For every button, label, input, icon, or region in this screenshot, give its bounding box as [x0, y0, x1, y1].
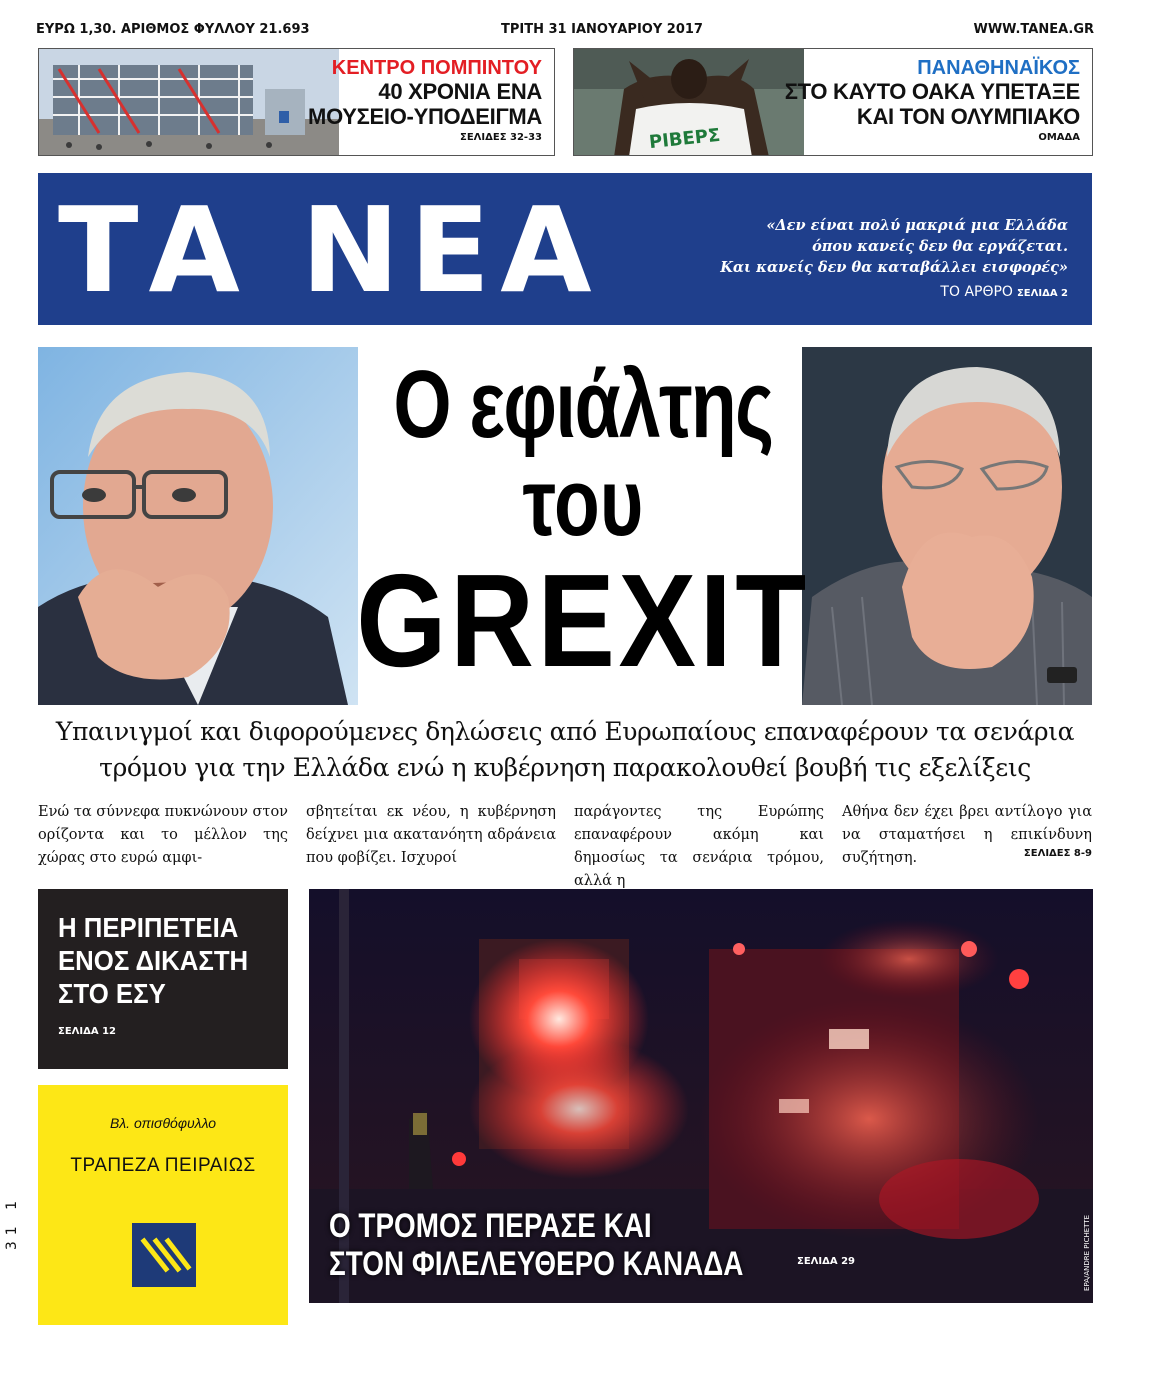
publication-date: ΤΡΙΤΗ 31 ΙΑΝΟΥΑΡΙΟΥ 2017 [501, 22, 703, 37]
teaser-panathinaikos-page: ΟΜΑΔΑ [1038, 132, 1080, 143]
masthead-quote [708, 215, 1068, 278]
subhead-line: τρόμου για την Ελλάδα ενώ η κυβέρνηση παρακολουθεί βουβή τις εξελίξεις [99, 753, 1031, 782]
main-headline [318, 351, 848, 694]
article-page: ΣΕΛΙΔΑ 2 [1016, 288, 1068, 299]
article-reference[interactable] [940, 284, 1068, 300]
issue-number: ΕΥΡΩ 1,30. ΑΡΙΘΜΟΣ ΦΥΛΛΟΥ 21.693 [36, 22, 310, 37]
sidebar-story-line1: Η ΠΕΡΙΠΕΤΕΙΑ [58, 912, 239, 943]
sidebar-story-judge[interactable] [38, 889, 288, 1069]
main-subheadline [38, 714, 1092, 786]
teaser-pompidou[interactable] [38, 48, 555, 156]
article-label: ΤΟ ΑΡΘΡΟ [940, 284, 1013, 300]
issue-info-bar [36, 22, 1094, 40]
pompidou-photo [39, 49, 339, 156]
teaser-panathinaikos-kicker: ΠΑΝΑΘΗΝΑΪΚΟΣ [917, 57, 1080, 79]
ad-note: Βλ. οπισθόφυλλο [109, 1115, 217, 1131]
newspaper-logo: ΤΑ ΝΕΑ [58, 181, 602, 319]
masthead [38, 173, 1092, 325]
quote-line: «Δεν είναι πολύ μακριά μια Ελλάδα [766, 217, 1068, 234]
main-story-hero [38, 347, 1092, 705]
sidebar-story-line3: ΣΤΟ ΕΣΥ [58, 978, 166, 1009]
canada-headline [329, 1207, 743, 1283]
margin-mark: 31 1 [4, 1195, 20, 1251]
body-column-2: σβητείται εκ νέου, η κυβέρνηση δείχνει μια ακατανόητη αδράνεια που φοβίζει. Ισχυροί [306, 804, 556, 866]
teaser-panathinaikos[interactable] [573, 48, 1093, 156]
ad-bank-name: ΤΡΑΠΕΖΑ ΠΕΙΡΑΙΩΣ [70, 1155, 256, 1176]
teaser-panathinaikos-line1: ΣΤΟ ΚΑΥΤΟ ΟΑΚΑ ΥΠΕΤΑΞΕ [784, 79, 1080, 104]
body-column-3: παράγοντες της Ευρώπης επαναφέρουν ακόμη και δημοσίως τα σενάρια τρόμου, αλλά η [574, 804, 824, 889]
sidebar-story-page: ΣΕΛΙΔΑ 12 [58, 1026, 116, 1037]
basketball-player-photo [574, 49, 804, 156]
canada-story[interactable] [309, 889, 1093, 1303]
teaser-pompidou-line1: 40 ΧΡΟΝΙΑ ΕΝΑ [378, 79, 542, 104]
website-link[interactable]: WWW.TANEA.GR [973, 22, 1094, 37]
quote-line: όπου κανείς δεν θα εργάζεται. [812, 238, 1068, 255]
subhead-line: Υπαινιγμοί και διφορούμενες δηλώσεις από Ευρωπαίους επαναφέρουν τα σενάρια [55, 717, 1075, 746]
piraeus-bank-logo-icon [132, 1223, 196, 1287]
headline-line3: GREXIT [356, 547, 810, 694]
photo-credit: EPA/ANDRE PICHETTE [1083, 1215, 1091, 1291]
canada-story-page: ΣΕΛΙΔΑ 29 [797, 1256, 855, 1267]
jersey-name: ΡΙΒΕΡΣ [648, 124, 722, 154]
quote-line: Και κανείς δεν θα καταβάλλει εισφορές» [720, 259, 1068, 276]
canada-headline-line2: ΣΤΟΝ ΦΙΛΕΛΕΥΘΕΡΟ ΚΑΝΑΔΑ [329, 1245, 744, 1283]
piraeus-bank-ad[interactable] [38, 1085, 288, 1325]
body-column-4: Αθήνα δεν έχει βρει αντίλογο για να σταματήσει η επικίνδυνη συζήτηση. [842, 804, 1092, 866]
sidebar-story-line2: ΕΝΟΣ ΔΙΚΑΣΤΗ [58, 945, 249, 976]
canada-headline-line1: Ο ΤΡΟΜΟΣ ΠΕΡΑΣΕ ΚΑΙ [329, 1207, 652, 1245]
main-story-body [38, 801, 1092, 889]
headline-line2: του [522, 449, 644, 556]
headline-line1: Ο εφιάλτης [393, 351, 773, 458]
body-column-1: Ενώ τα σύννεφα πυκνώνουν στον ορίζοντα και το μέλλον της χώρας στο ευρώ αμφι- [38, 804, 288, 866]
official-left-photo [38, 347, 358, 705]
main-story-pages[interactable]: ΣΕΛΙΔΕΣ 8-9 [1023, 848, 1092, 859]
teaser-pompidou-page: ΣΕΛΙΔΕΣ 32-33 [460, 132, 542, 143]
teaser-pompidou-line2: ΜΟΥΣΕΙΟ-ΥΠΟΔΕΙΓΜΑ [308, 104, 542, 129]
teaser-panathinaikos-line2: ΚΑΙ ΤΟΝ ΟΛΥΜΠΙΑΚΟ [856, 104, 1080, 129]
teaser-pompidou-kicker: ΚΕΝΤΡΟ ΠΟΜΠΙΝΤΟΥ [331, 57, 542, 79]
